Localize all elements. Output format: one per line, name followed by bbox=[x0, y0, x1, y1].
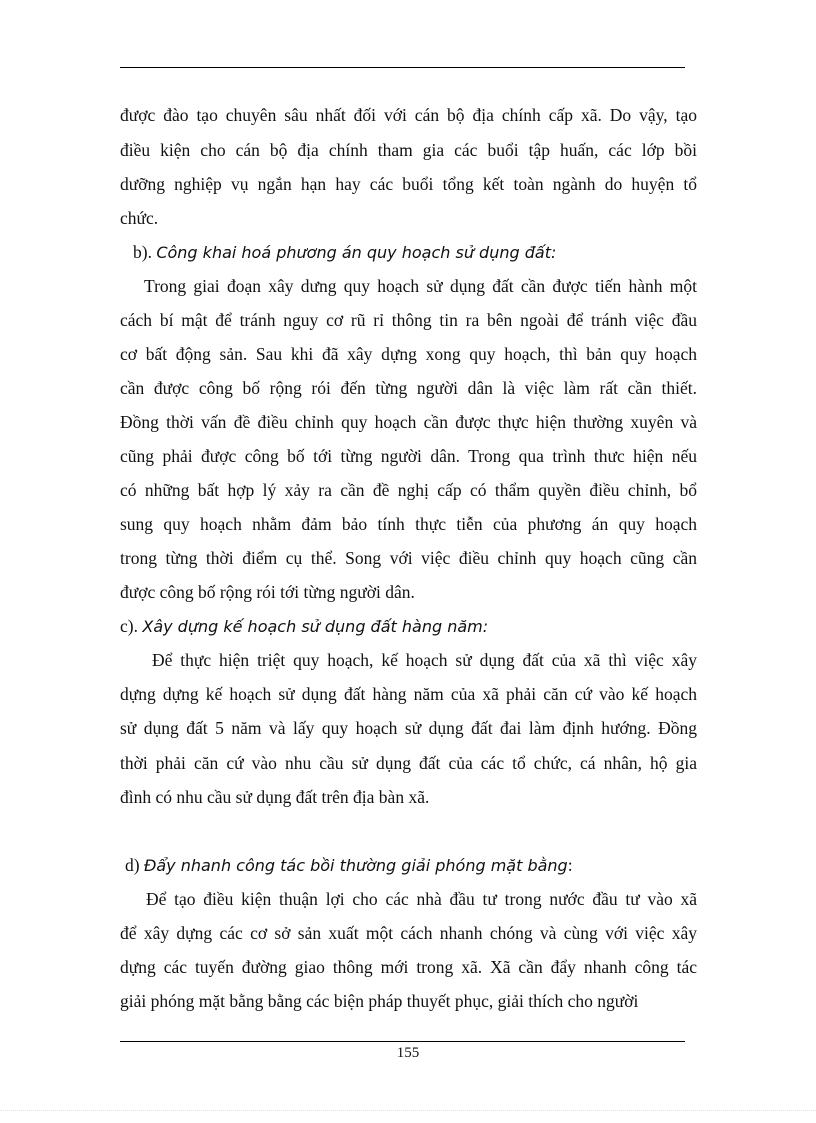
paragraph-line: đình có nhu cầu sử dụng đất trên địa bàn xã. bbox=[120, 787, 430, 807]
paragraph-line: Đồng thời vấn đề điều chỉnh quy hoạch cần được thực hiện thường xuyên và bbox=[120, 412, 697, 432]
paragraph-line: cách bí mật để tránh nguy cơ rũ rỉ thông tin ra bên ngoài để tránh việc đầu bbox=[120, 310, 697, 330]
section-d-prefix: d) bbox=[125, 855, 140, 875]
section-c-heading bbox=[120, 613, 697, 639]
paragraph-line: dựng dựng kế hoạch sử dụng đất hàng năm của xã phải căn cứ vào kế hoạch bbox=[120, 684, 697, 704]
paragraph-line: cơ bất động sản. Sau khi đã xây dựng xong quy hoạch, thì bản quy hoạch bbox=[120, 344, 697, 364]
header-rule bbox=[120, 67, 685, 68]
paragraph-line: để xây dựng các cơ sở sản xuất một cách nhanh chóng và cùng với việc xây bbox=[120, 923, 697, 943]
paragraph-line: dựng các tuyến đường giao thông mới trong xã. Xã cần đẩy nhanh công tác bbox=[120, 957, 697, 977]
paragraph-line: thời phải căn cứ vào nhu cầu sử dụng đất của các tổ chức, cá nhân, hộ gia bbox=[120, 753, 697, 773]
paragraph-line: được đào tạo chuyên sâu nhất đối với cán bộ địa chính cấp xã. Do vậy, tạo bbox=[120, 105, 697, 125]
section-b-title: Công khai hoá phương án quy hoạch sử dụng đất: bbox=[156, 243, 557, 262]
section-d-suffix: : bbox=[567, 855, 573, 875]
paragraph-line: chức. bbox=[120, 208, 159, 228]
paragraph-line: Để tạo điều kiện thuận lợi cho các nhà đầu tư trong nước đầu tư vào xã bbox=[146, 889, 697, 909]
section-c-title: Xây dựng kế hoạch sử dụng đất hàng năm: bbox=[142, 617, 489, 636]
page-edge-divider bbox=[0, 1110, 816, 1111]
paragraph-line: được công bố rộng rói tới từng người dân. bbox=[120, 582, 415, 602]
paragraph-line: có những bất hợp lý xảy ra cần đề nghị cấp có thẩm quyền điều chỉnh, bổ bbox=[120, 480, 697, 500]
section-b-prefix: b). bbox=[133, 242, 152, 262]
paragraph-line: giải phóng mặt bằng bằng các biện pháp thuyết phục, giải thích cho người bbox=[120, 991, 639, 1011]
section-d-heading bbox=[125, 852, 702, 878]
paragraph-line: trong từng thời điểm cụ thể. Song với việc điều chỉnh quy hoạch cũng cần bbox=[120, 548, 697, 568]
page-number: 155 bbox=[396, 1045, 420, 1061]
section-c-prefix: c). bbox=[120, 616, 138, 636]
footer-rule bbox=[120, 1041, 685, 1042]
paragraph-line: cũng phải được công bố tới từng người dân. Trong qua trình thưc hiện nếu bbox=[120, 446, 697, 466]
paragraph-line: điều kiện cho cán bộ địa chính tham gia các buổi tập huấn, các lớp bồi bbox=[120, 140, 697, 160]
paragraph-line: sử dụng đất 5 năm và lấy quy hoạch sử dụng đất đai làm định hướng. Đồng bbox=[120, 718, 697, 738]
paragraph-line: Trong giai đoạn xây dưng quy hoạch sử dụng đất cần được tiến hành một bbox=[144, 276, 697, 296]
paragraph-line: Để thực hiện triệt quy hoạch, kế hoạch sử dụng đất của xã thì việc xây bbox=[152, 650, 697, 670]
section-d-title: Đẩy nhanh công tác bồi thường giải phóng mặt bằng bbox=[143, 856, 568, 875]
paragraph-line: sung quy hoạch nhằm đảm bảo tính thực tiễn của phương án quy hoạch bbox=[120, 514, 697, 534]
section-b-heading bbox=[133, 239, 710, 265]
paragraph-line: dưỡng nghiệp vụ ngắn hạn hay các buổi tổng kết toàn ngành do huyện tổ bbox=[120, 174, 697, 194]
paragraph-line: cần được công bố rộng rói đến từng người dân là việc làm rất cần thiết. bbox=[120, 378, 697, 398]
